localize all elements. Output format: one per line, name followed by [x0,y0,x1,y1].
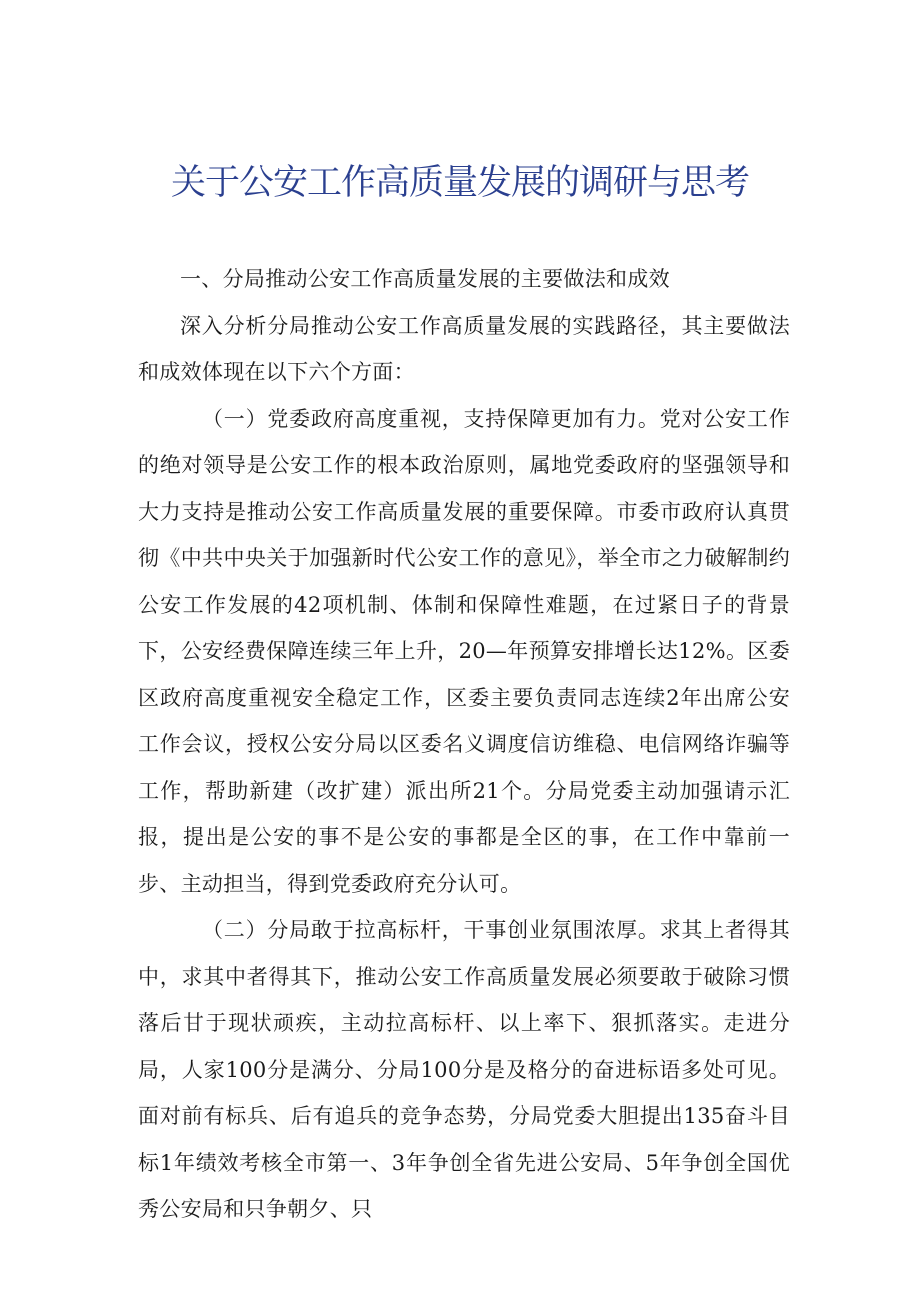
paragraph-intro: 深入分析分局推动公安工作高质量发展的实践路径，其主要做法和成效体现在以下六个方面： [138,313,790,384]
paragraph-item-1: （一）党委政府高度重视，支持保障更加有力。党对公安工作的绝对领导是公安工作的根本政治原则，属地党委政府的坚强领导和大力支持是推动公安工作高质量发展的重要保障。市委市政府认真贯彻《中共中央关于加强新时代公安工作的意见》，举全市之力破解制约公安工作发展的42项机制、体制和保障性难题，在过紧日子的背景下，公安经费保障连续三年上升，20—年预算安排增长达12%。区委区政府高度重视安全稳定工作，区委主要负责同志连续2年出席公安工作会议，授权公安分局以区委名义调度信访维稳、电信网络诈骗等工作，帮助新建（改扩建）派出所21个。分局党委主动加强请示汇报，提出是公安的事不是公安的事都是全区的事，在工作中靠前一步、主动担当，得到党委政府充分认可。 [138,406,790,896]
section-heading: 一、分局推动公安工作高质量发展的主要做法和成效 [180,267,670,291]
document-title: 关于公安工作高质量发展的调研与思考 [170,163,749,203]
document-body [138,256,790,1233]
paragraph-item-2: （二）分局敢于拉高标杆，干事创业氛围浓厚。求其上者得其中，求其中者得其下，推动公安工作高质量发展必须要敢于破除习惯落后甘于现状顽疾，主动拉高标杆、以上率下、狠抓落实。走进分局，人家100分是满分、分局100分是及格分的奋进标语多处可见。面对前有标兵、后有追兵的竞争态势，分局党委大胆提出135奋斗目标1年绩效考核全市第一、3年争创全省先进公安局、5年争创全国优秀公安局和只争朝夕、只 [138,918,790,1221]
